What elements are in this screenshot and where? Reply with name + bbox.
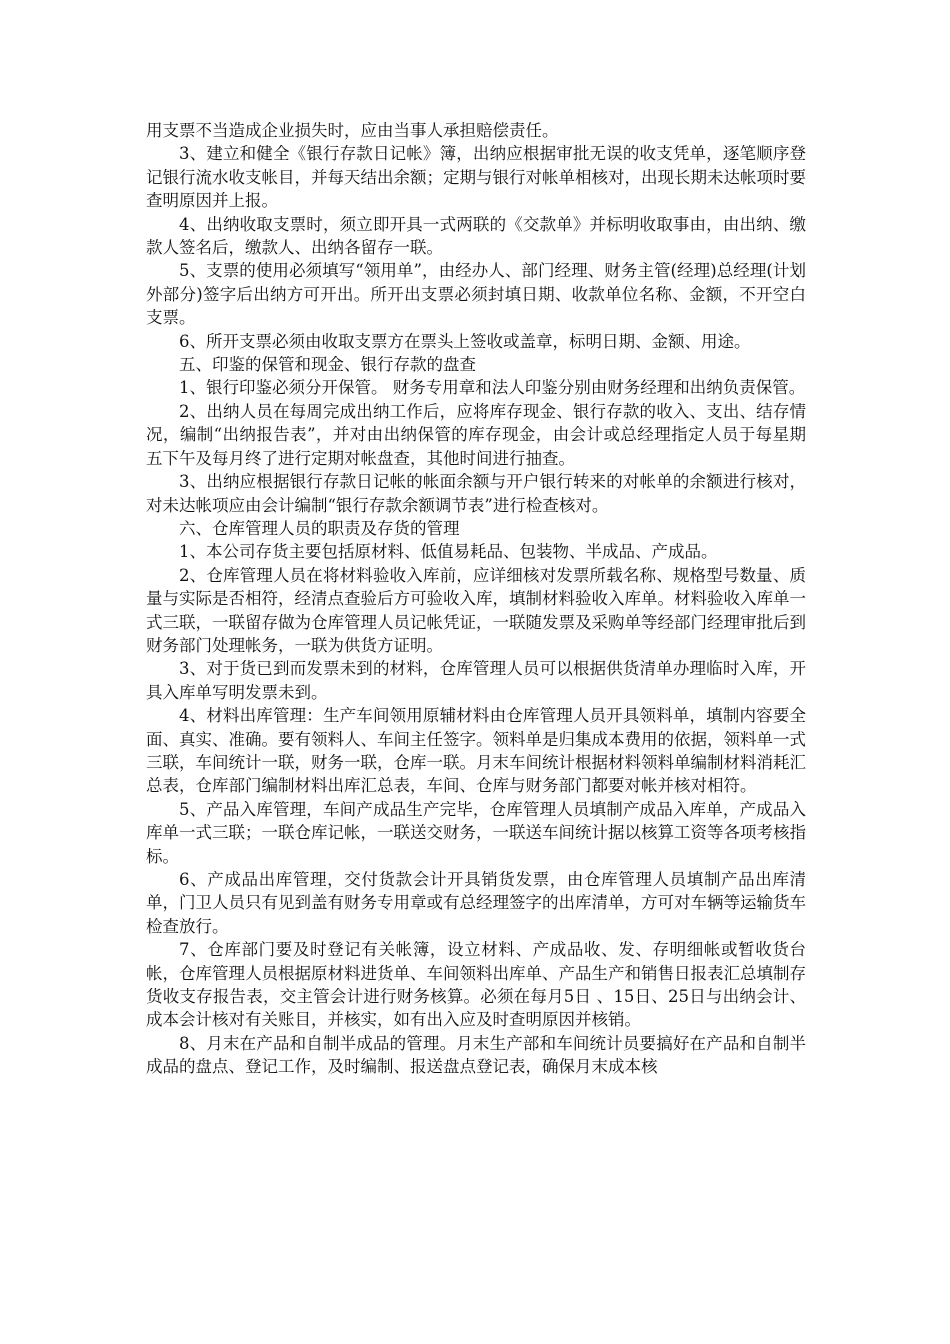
paragraph: 2、仓库管理人员在将材料验收入库前，应详细核对发票所载名称、规格型号数量、质量与实际是否相符，经清点查验后方可验收入库，填制材料验收入库单。材料验收入库单一式三联，一联留存做为仓库管理人员记帐凭证，一联随发票及采购单等经部门经理审批后到财务部门处理帐务，一联为供货方证明。 [146,565,806,655]
paragraph: 8、月末在产品和自制半成品的管理。月末生产部和车间统计员要搞好在产品和自制半成品的盘点、登记工作，及时编制、报送盘点登记表，确保月末成本核 [146,1033,806,1077]
paragraph: 6、所开支票必须由收取支票方在票头上签收或盖章，标明日期、金额、用途。 [179,331,751,351]
paragraph: 6、产成品出库管理，交付货款会计开具销货发票，由仓库管理人员填制产品出库清单，门卫人员只有见到盖有财务专用章或有总经理签字的出库清单，方可对车辆等运输货车检查放行。 [146,870,806,936]
paragraph: 3、出纳应根据银行存款日记帐的帐面余额与开户银行转来的对帐单的余额进行核对，对未达帐项应由会计编制“银行存款余额调节表”进行检查核对。 [146,472,806,515]
paragraph: 1、本公司存货主要包括原材料、低值易耗品、包装物、半成品、产成品。 [179,542,718,562]
paragraph: 5、支票的使用必须填写“领用单”，由经办人、部门经理、财务主管(经理)总经理(计划外部分)签字后出纳方可开出。所开出支票必须封填日期、收款单位名称、金额，不开空白支票。 [146,261,806,328]
paragraph: 7、仓库部门要及时登记有关帐簿，设立材料、产成品收、发、存明细帐或暂收货台帐，仓库管理人员根据原材料进货单、车间领料出库单、产品生产和销售日报表汇总填制存货收支存报告表，交主管会计进行财务核算。必须在每月5日 、15日、25日与出纳会计、成本会计核对有关账目，并核实，如有出入应及时查明原因并核销。 [146,940,806,1030]
section-heading: 六、仓库管理人员的职责及存货的管理 [179,518,460,538]
paragraph: 4、材料出库管理：生产车间领用原辅材料由仓库管理人员开具领料单，填制内容要全面、真实、准确。要有领料人、车间主任签字。领料单是归集成本费用的依据，领料单一式三联，车间统计一联，财务一联，仓库一联。月末车间统计根据材料领料单编制材料消耗汇总表，仓库部门编制材料出库汇总表，车间、仓库与财务部门都要对帐并核对相符。 [146,706,806,796]
paragraph: 用支票不当造成企业损失时，应由当事人承担赔偿责任。 [146,121,559,140]
paragraph: 3、建立和健全《银行存款日记帐》簿，出纳应根据审批无误的收支凭单，逐笔顺序登记银行流水收支帐目，并每天结出余额；定期与银行对帐单相核对，出现长期未达帐项时要查明原因并上报。 [146,144,806,211]
paragraph: 5、产品入库管理，车间产成品生产完毕，仓库管理人员填制产成品入库单，产成品入库单一式三联；一联仓库记帐，一联送交财务，一联送车间统计据以核算工资等各项考核指标。 [146,799,806,866]
paragraph: 3、对于货已到而发票未到的材料，仓库管理人员可以根据供货清单办理临时入库，开具入库单写明发票未到。 [146,659,806,702]
paragraph: 1、银行印鉴必须分开保管。 财务专用章和法人印鉴分别由财务经理和出纳负责保管。 [179,378,806,398]
section-heading: 五、印鉴的保管和现金、银行存款的盘查 [179,355,476,375]
paragraph: 2、出纳人员在每周完成出纳工作后，应将库存现金、银行存款的收入、支出、结存情况，编制“出纳报告表”，并对由出纳保管的库存现金，由会计或总经理指定人员于每星期五下午及每月终了进行定期对帐盘查，其他时间进行抽查。 [146,401,806,468]
document-body [146,119,806,1079]
paragraph: 4、出纳收取支票时，须立即开具一式两联的《交款单》并标明收取事由，由出纳、缴款人签名后，缴款人、出纳各留存一联。 [146,214,806,258]
